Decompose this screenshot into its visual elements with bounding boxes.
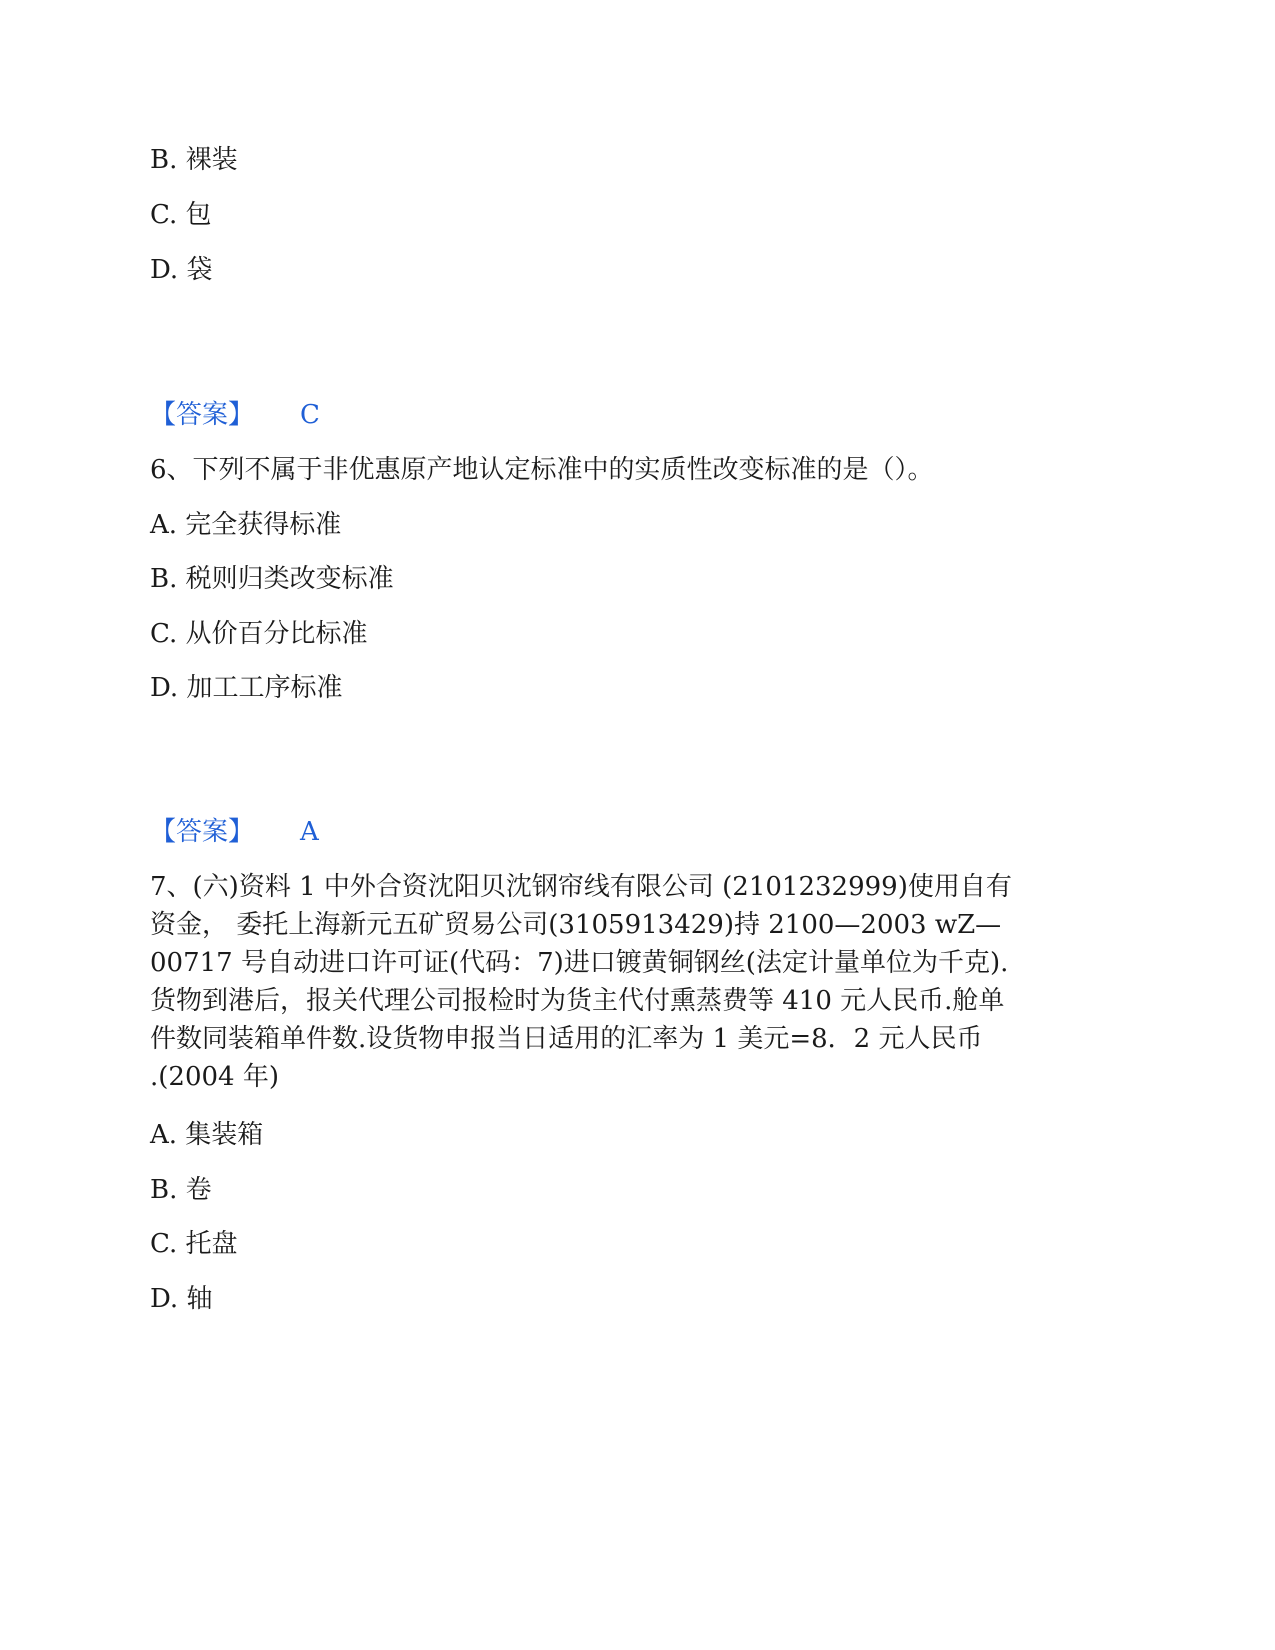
answer-label: 【答案】 — [150, 400, 255, 430]
option-d: D. 轴 — [150, 1284, 213, 1314]
question-7-line: 7、(六)资料 1 中外合资沈阳贝沈钢帘线有限公司 (2101232999)使用自有 — [150, 872, 1012, 902]
question-7-line: 资金， 委托上海新元五矿贸易公司(3105913429)持 2100—2003 wZ— — [150, 910, 1002, 940]
option-d: D. 袋 — [150, 255, 213, 285]
option-c: C. 包 — [150, 200, 212, 230]
option-d: D. 加工工序标准 — [150, 673, 343, 703]
question-7-line: .(2004 年) — [150, 1062, 279, 1092]
option-a: A. 集装箱 — [150, 1120, 264, 1150]
option-b: B. 卷 — [150, 1175, 212, 1205]
option-c: C. 从价百分比标准 — [150, 619, 368, 649]
option-b: B. 税则归类改变标准 — [150, 564, 394, 594]
answer-line — [150, 817, 319, 847]
answer-label: 【答案】 — [150, 817, 255, 847]
question-7-line: 货物到港后，报关代理公司报检时为货主代付熏蒸费等 410 元人民币.舱单 — [150, 986, 1005, 1016]
question-6: 6、下列不属于非优惠原产地认定标准中的实质性改变标准的是（）。 — [150, 455, 934, 485]
question-7-line: 00717 号自动进口许可证(代码：7)进口镀黄铜钢丝(法定计量单位为千克). — [150, 948, 1009, 978]
question-7-line: 件数同装箱单件数.设货物申报当日适用的汇率为 1 美元=8．2 元人民币 — [150, 1024, 983, 1054]
answer-value: C — [300, 400, 320, 430]
option-a: A. 完全获得标准 — [150, 510, 342, 540]
option-b: B. 裸装 — [150, 145, 238, 175]
option-c: C. 托盘 — [150, 1229, 238, 1259]
answer-line — [150, 400, 320, 430]
answer-value: A — [300, 817, 319, 847]
